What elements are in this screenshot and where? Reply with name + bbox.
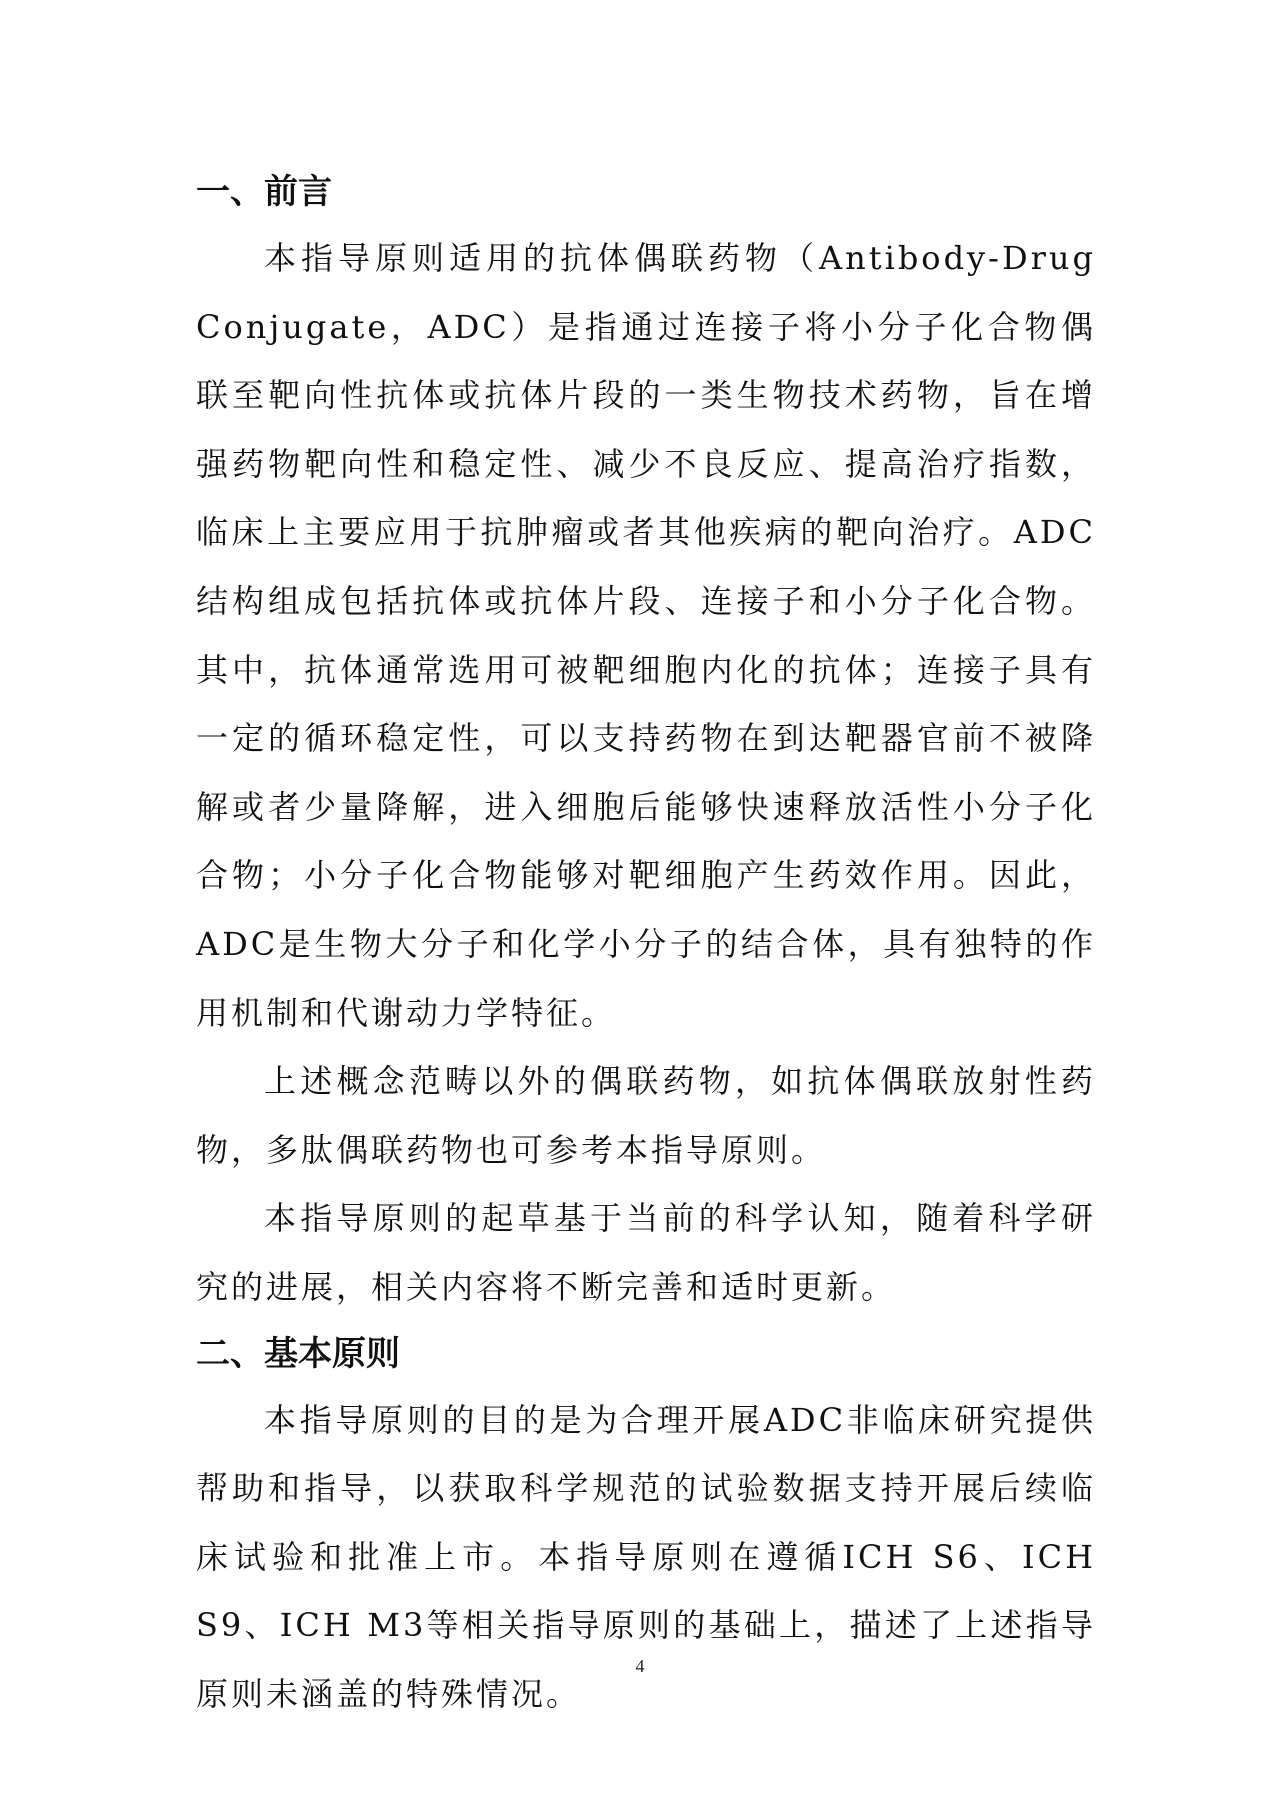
paragraph-preface-update: 本指导原则的起草基于当前的科学认知，随着科学研究的进展，相关内容将不断完善和适时更新。 bbox=[196, 1199, 1096, 1306]
paragraph-preface-scope: 上述概念范畴以外的偶联药物，如抗体偶联放射性药物，多肽偶联药物也可参考本指导原则。 bbox=[196, 1062, 1096, 1169]
section-heading-preface: 一、前言 bbox=[196, 172, 332, 212]
page-number: 4 bbox=[635, 1656, 645, 1676]
paragraph-basic-principles-purpose: 本指导原则的目的是为合理开展ADC非临床研究提供帮助和指导，以获取科学规范的试验数据支持开展后续临床试验和批准上市。本指导原则在遵循ICH S6、ICH S9、ICH M3等相关指导原则的基础上，描述了上述指导原则未涵盖的特殊情况。 bbox=[196, 1400, 1096, 1713]
section-heading-basic-principles: 二、基本原则 bbox=[196, 1333, 400, 1374]
paragraph-preface-definition: 本指导原则适用的抗体偶联药物（Antibody-Drug Conjugate，ADC）是指通过连接子将小分子化合物偶联至靶向性抗体或抗体片段的一类生物技术药物，旨在增强药物靶向性和稳定性、减少不良反应、提高治疗指数，临床上主要应用于抗肿瘤或者其他疾病的靶向治疗。ADC结构组成包括抗体或抗体片段、连接子和小分子化合物。其中，抗体通常选用可被靶细胞内化的抗体；连接子具有一定的循环稳定性，可以支持药物在到达靶器官前不被降解或者少量降解，进入细胞后能够快速释放活性小分子化合物；小分子化合物能够对靶细胞产生药效作用。因此，ADC是生物大分子和化学小分子的结合体，具有独特的作用机制和代谢动力学特征。 bbox=[196, 239, 1096, 1032]
document-body bbox=[196, 160, 1096, 1728]
